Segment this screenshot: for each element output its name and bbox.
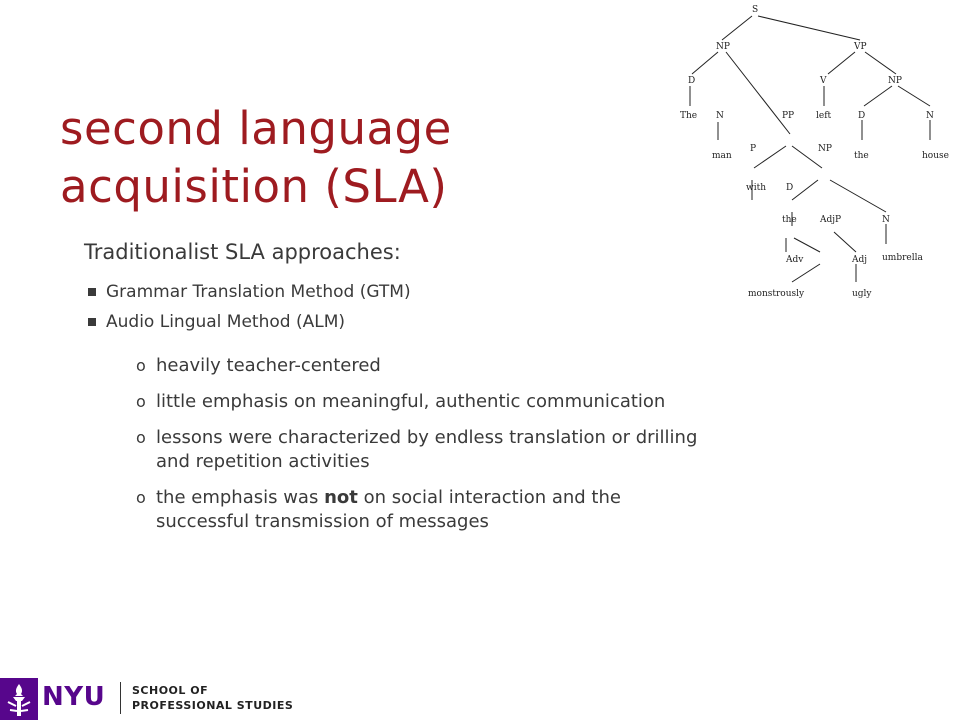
tree-node-label: monstrously [748, 289, 805, 299]
circle-bullet-icon: o [136, 356, 146, 375]
tree-node-label: ugly [852, 289, 872, 299]
school-line-2: PROFESSIONAL STUDIES [132, 699, 294, 712]
logo-divider [120, 682, 121, 714]
tree-node-label: the [854, 151, 869, 161]
parse-tree-diagram [660, 0, 960, 310]
tree-labels [680, 5, 949, 299]
tree-node-label: VP [854, 42, 867, 52]
tree-node-label: D [786, 183, 794, 193]
tree-node-label: left [816, 111, 832, 121]
square-bullet-icon [88, 318, 96, 326]
tree-node-label: N [926, 111, 934, 121]
tree-node-label: NP [888, 76, 902, 86]
slide-title: second language acquisition (SLA) [60, 102, 452, 213]
method-label: Grammar Translation Method (GTM) [106, 282, 411, 302]
circle-bullet-icon: o [136, 488, 146, 507]
point-text-prefix: the emphasis was [156, 487, 325, 508]
method-list [88, 282, 411, 332]
tree-node-label: N [882, 215, 890, 225]
tree-node-label: D [858, 111, 866, 121]
nyu-sps-logo [0, 668, 320, 720]
tree-node-label: the [782, 215, 797, 225]
list-item [88, 282, 411, 302]
school-line-1: SCHOOL OF [132, 684, 209, 697]
list-item [136, 354, 716, 378]
tree-node-label: D [688, 76, 696, 86]
method-label: Audio Lingual Method (ALM) [106, 312, 345, 332]
nyu-wordmark: NYU [42, 682, 106, 712]
point-text: heavily teacher-centered [156, 355, 381, 376]
tree-node-label: Adv [786, 255, 804, 265]
point-text: lessons were characterized by endless translation or drilling and repetition activities [156, 427, 698, 472]
point-text-emphasis: not [324, 487, 358, 508]
point-text-suffix: on social interaction and the successful transmission of messages [156, 487, 621, 532]
alm-characteristics-list [136, 354, 716, 546]
circle-bullet-icon: o [136, 428, 146, 447]
tree-node-label: with [746, 183, 766, 193]
circle-bullet-icon: o [136, 392, 146, 411]
tree-node-label: V [820, 76, 827, 86]
tree-node-label: S [752, 5, 759, 15]
list-item [88, 312, 411, 332]
tree-node-label: PP [782, 111, 795, 121]
tree-node-label: NP [818, 144, 832, 154]
tree-node-label: N [716, 111, 724, 121]
list-item [136, 390, 716, 414]
square-bullet-icon [88, 288, 96, 296]
body-heading: Traditionalist SLA approaches: [84, 240, 401, 264]
tree-node-label: AdjP [820, 215, 842, 225]
nyu-torch-icon [0, 678, 38, 720]
tree-node-label: The [680, 111, 698, 121]
point-text: little emphasis on meaningful, authentic communication [156, 391, 666, 412]
tree-node-label: P [750, 144, 757, 154]
tree-node-label: NP [716, 42, 730, 52]
tree-edges [690, 16, 930, 282]
tree-node-label: umbrella [882, 253, 923, 263]
list-item [136, 486, 716, 534]
tree-node-label: house [922, 151, 949, 161]
tree-node-label: Adj [852, 255, 868, 265]
tree-node-label: man [712, 151, 732, 161]
list-item [136, 426, 716, 474]
